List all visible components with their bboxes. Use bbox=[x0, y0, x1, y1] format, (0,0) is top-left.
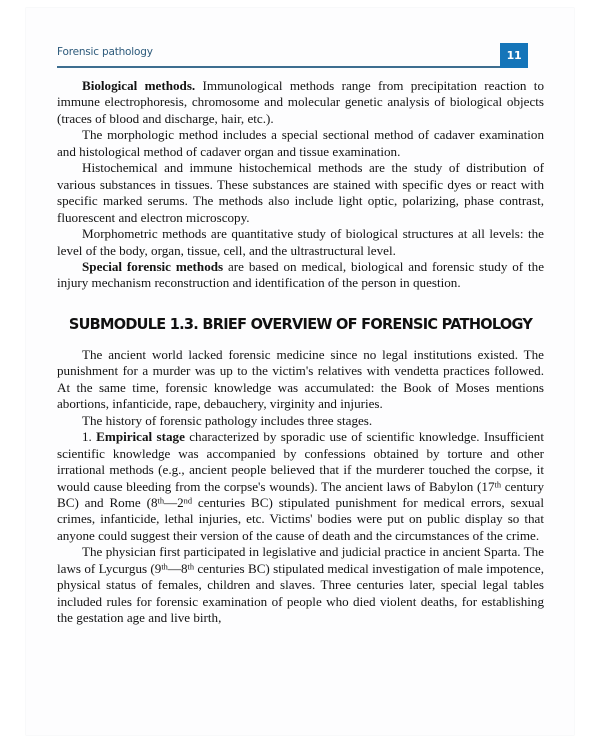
lead-bold-biological-methods: Biological methods. bbox=[82, 78, 196, 93]
running-header-title: Forensic pathology bbox=[57, 46, 153, 58]
paragraph-text-3: centuries BC) stipulated medical investigation of male impotence, physical status of females, children and slaves. Three centuries later, special legal tables included rules for forensic examination of people who died violent deaths, for establishing the gestation age and live birth, bbox=[57, 560, 544, 626]
page-inner bbox=[26, 8, 574, 735]
body-text-column bbox=[57, 78, 544, 627]
ordinal-suffix-8th-second: th bbox=[187, 562, 195, 572]
header-rule bbox=[57, 66, 512, 68]
paragraph-ancient-world bbox=[57, 347, 544, 413]
paragraph-text: Immunological methods range from precipitation reaction to immune electrophoresis, chromosome and molecular genetic analysis of biological objects (traces of blood and discharge, hair, etc.). bbox=[57, 78, 544, 126]
paragraph-histochemical bbox=[57, 160, 544, 226]
paragraph-text: The morphologic method includes a special sectional method of cadaver examination and histological method of cadaver organ and tissue examination. bbox=[57, 127, 544, 159]
page-number-badge: 11 bbox=[500, 43, 528, 68]
paragraph-text: The ancient world lacked forensic medicine since no legal institutions existed. The punishment for a murder was up to the victim's relatives with vendetta practices followed. At the same time, forensic knowledge was accumulated: the Book of Moses mentions abortions, infanticide, rape, debauchery, virginity and injuries. bbox=[57, 346, 544, 412]
page-sheet bbox=[26, 8, 574, 735]
lead-bold-empirical-stage: Empirical stage bbox=[96, 429, 185, 445]
ordinal-suffix-9th: th bbox=[161, 562, 168, 572]
ordinal-suffix-17th: th bbox=[494, 480, 502, 489]
paragraph-empirical-stage bbox=[57, 429, 544, 544]
paragraph-text: The history of forensic pathology includes three stages. bbox=[82, 412, 373, 428]
running-header bbox=[57, 46, 543, 76]
ordinal-suffix-8th: th bbox=[157, 496, 165, 506]
paragraph-text-4: centuries BC) stipulated punishment for medical errors, sexual crimes, infanticide, lethal injuries, etc. Victims' bodies were put on public display so that anyone could suggest their version of the cause of death and the circumstances of the crime. bbox=[57, 494, 544, 543]
paragraph-text: Histochemical and immune histochemical methods are the study of distribution of various substances in tissues. These substances are stained with specific dyes or react with specific marked serums. The methods also include light optic, polarizing, phase contrast, fluorescent and electron microscopy. bbox=[57, 160, 544, 225]
paragraph-text-1: The physician first participated in legislative and judicial practice in ancient Sparta. The laws of Lycurgus (9 bbox=[57, 544, 544, 576]
paragraph-text-1: characterized by sporadic use of scientific knowledge. Insufficient scientific knowledge was accompanied by confessions obtained by torture and other irrational methods (e.g., ancient people believed that if the murderer touched the corpse, it would cause bleeding from the corpse's wounds). The ancient laws of Babylon (17 bbox=[57, 429, 544, 494]
list-number: 1. bbox=[82, 429, 92, 445]
paragraph-morphometric bbox=[57, 226, 544, 259]
ordinal-suffix-2nd: nd bbox=[183, 496, 193, 506]
paragraph-text: Morphometric methods are quantitative study of biological structures at all levels: the level of the body, organ, tissue, cell, and the ultrastructural level. bbox=[57, 226, 544, 258]
paragraph-text-2: —8 bbox=[167, 560, 188, 576]
heading-spacer-top bbox=[57, 292, 544, 315]
paragraph-text-3: —2 bbox=[164, 494, 184, 510]
paragraph-morphologic-method bbox=[57, 127, 544, 160]
heading-spacer-bottom bbox=[57, 333, 544, 347]
paragraph-physician-sparta bbox=[57, 544, 544, 626]
submodule-heading: SUBMODULE 1.3. BRIEF OVERVIEW OF FORENSIC PATHOLOGY bbox=[68, 314, 533, 333]
paragraph-special-forensic bbox=[57, 259, 544, 292]
paragraph-text-2: century BC) and Rome (8 bbox=[57, 478, 544, 510]
paragraph-text: are based on medical, biological and forensic study of the injury mechanism reconstruction and identification of the person in question. bbox=[57, 258, 545, 291]
paragraph-biological-methods bbox=[57, 78, 544, 127]
paragraph-three-stages bbox=[57, 413, 544, 429]
lead-bold-special-forensic: Special forensic methods bbox=[82, 258, 224, 274]
